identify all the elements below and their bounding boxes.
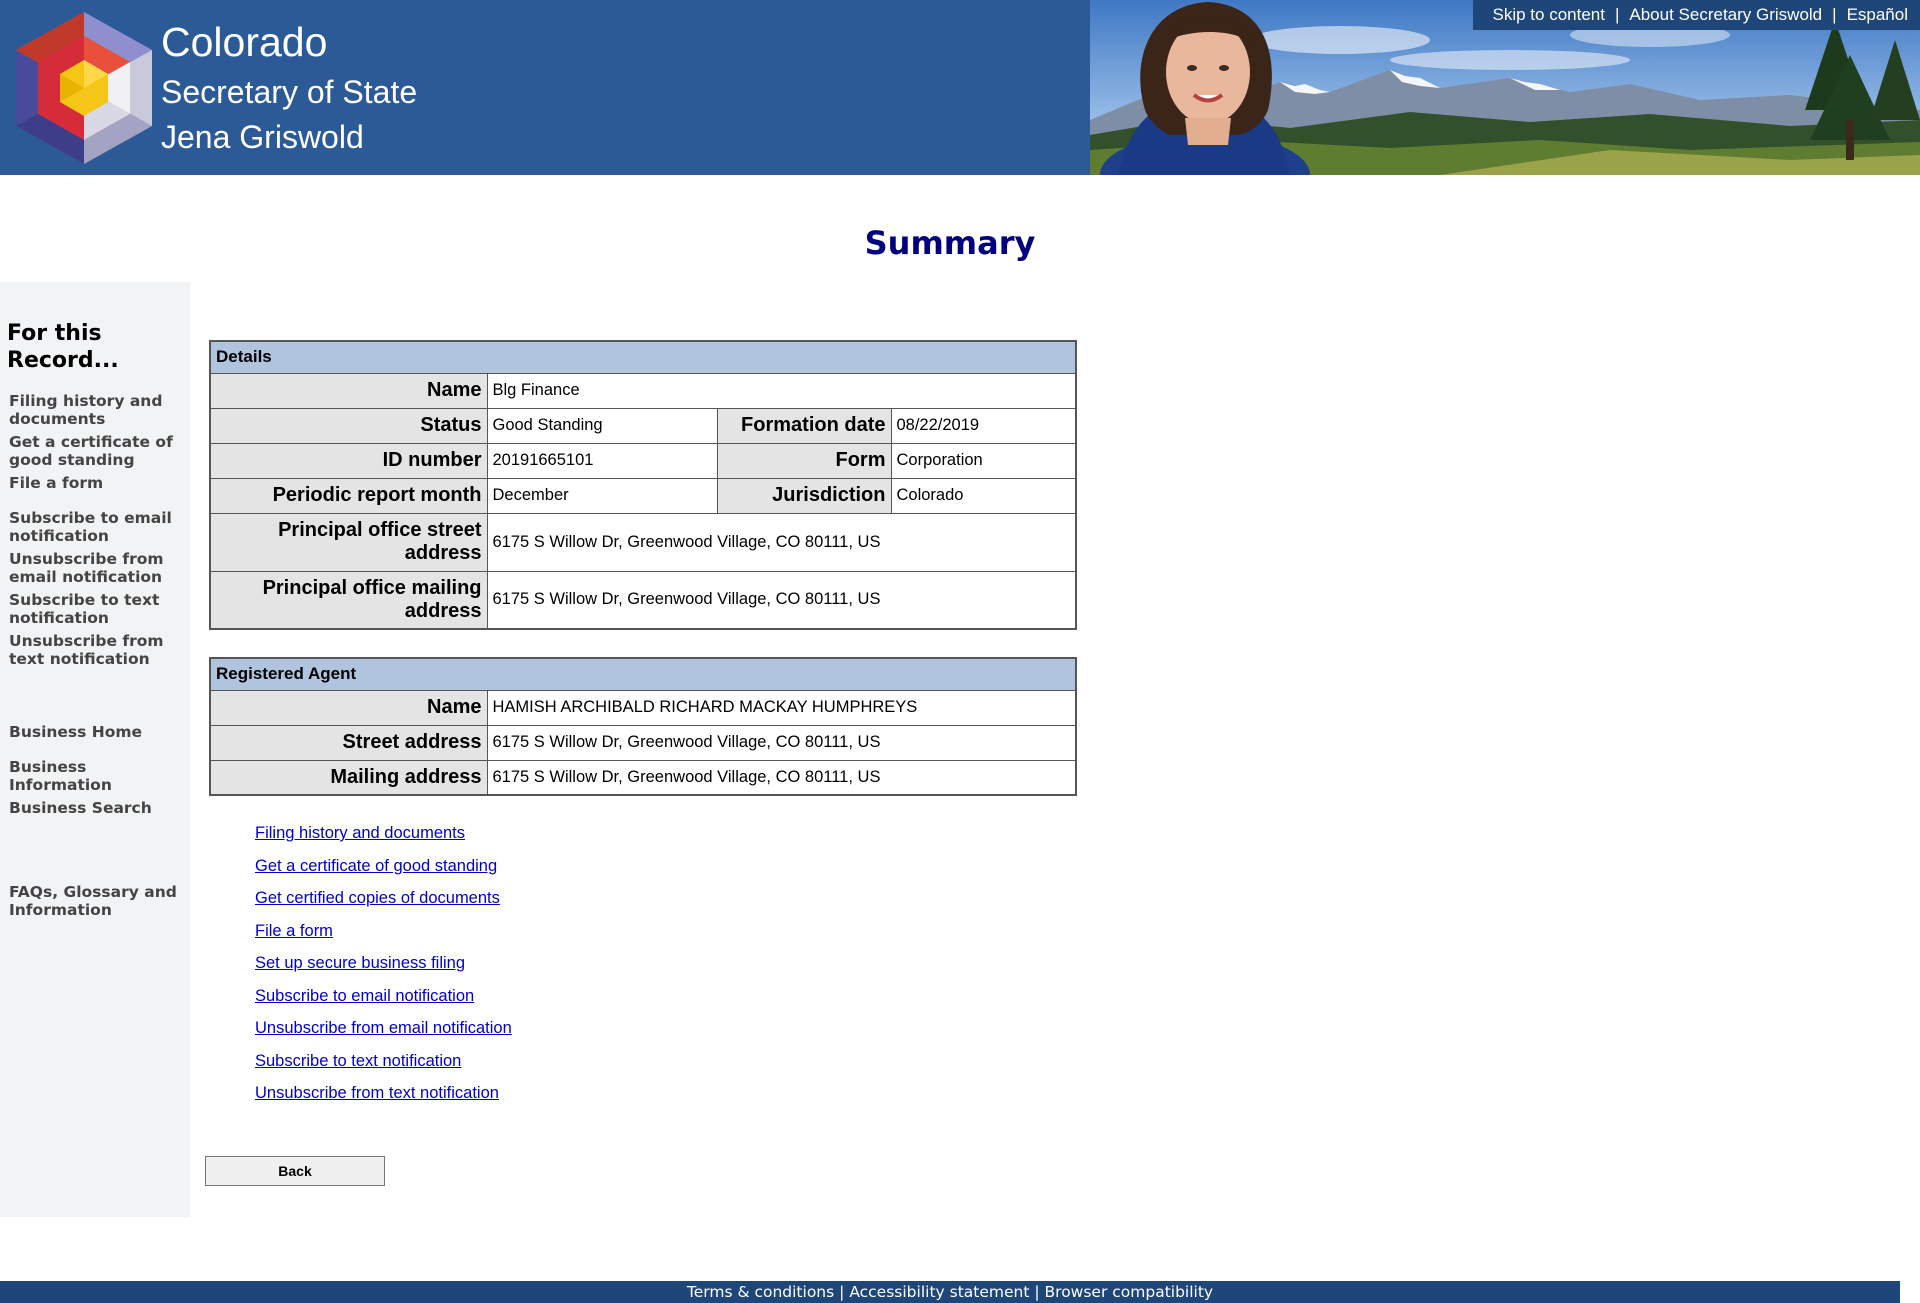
status-label: Status: [210, 408, 487, 443]
principal-street-label: Principal office street address: [210, 513, 487, 571]
footer-separator: |: [839, 1283, 845, 1301]
page-title: Summary: [864, 224, 1036, 262]
sidebar-item-business-home[interactable]: Business Home: [9, 723, 143, 741]
top-nav: [1473, 0, 1920, 30]
file-form-link[interactable]: File a form: [255, 921, 333, 940]
espanol-link[interactable]: Español: [1846, 5, 1908, 24]
footer-separator: |: [1034, 1283, 1040, 1301]
formation-date-value: 08/22/2019: [891, 408, 1076, 443]
unsubscribe-email-link[interactable]: Unsubscribe from email notification: [255, 1019, 512, 1037]
sidebar-item-faqs[interactable]: FAQs, Glossary and Information: [9, 883, 177, 919]
jurisdiction-label: Jurisdiction: [717, 478, 891, 513]
brand-official: Jena Griswold: [161, 119, 364, 155]
browser-compatibility-link[interactable]: Browser compatibility: [1044, 1283, 1214, 1301]
sidebar: [0, 282, 190, 1217]
site-header: [0, 0, 1920, 175]
agent-name-value: HAMISH ARCHIBALD RICHARD MACKAY HUMPHREYS: [487, 690, 1076, 725]
sidebar-item-business-information[interactable]: Business Information: [9, 758, 112, 794]
sidebar-item-subscribe-text[interactable]: Subscribe to text notification: [9, 591, 160, 627]
brand-state: Colorado: [161, 19, 328, 65]
subscribe-email-link[interactable]: Subscribe to email notification: [255, 986, 475, 1005]
registered-agent-table: [209, 657, 1077, 796]
unsubscribe-text-link[interactable]: Unsubscribe from text notification: [255, 1084, 499, 1102]
principal-mailing-label: Principal office mailing address: [210, 571, 487, 629]
sidebar-item-filing-history[interactable]: Filing history and documents: [9, 392, 163, 428]
skip-to-content-link[interactable]: Skip to content: [1492, 5, 1605, 24]
agent-mailing-value: 6175 S Willow Dr, Greenwood Village, CO 80111, US: [487, 760, 1076, 795]
form-value: Corporation: [891, 443, 1076, 478]
details-table: [209, 340, 1077, 630]
status-value: Good Standing: [487, 408, 717, 443]
jurisdiction-value: Colorado: [891, 478, 1076, 513]
name-value: Blg Finance: [487, 373, 1076, 408]
sidebar-item-file-form[interactable]: File a form: [9, 474, 104, 492]
certificate-good-standing-link[interactable]: Get a certificate of good standing: [255, 856, 498, 875]
sidebar-item-unsubscribe-text[interactable]: Unsubscribe from text notification: [9, 632, 164, 668]
form-label: Form: [717, 443, 891, 478]
formation-date-label: Formation date: [717, 408, 891, 443]
details-section-header: Details: [210, 341, 1076, 373]
name-label: Name: [210, 373, 487, 408]
site-footer: [0, 1281, 1900, 1303]
sidebar-heading: For this Record...: [7, 321, 119, 373]
terms-link[interactable]: Terms & conditions: [686, 1283, 835, 1301]
top-nav-separator: |: [1832, 5, 1837, 24]
back-button[interactable]: Back: [205, 1156, 385, 1186]
accessibility-link[interactable]: Accessibility statement: [849, 1283, 1030, 1301]
agent-section-header: Registered Agent: [210, 658, 1076, 690]
agent-street-label: Street address: [210, 725, 487, 760]
subscribe-text-link[interactable]: Subscribe to text notification: [255, 1051, 462, 1070]
agent-name-label: Name: [210, 690, 487, 725]
certified-copies-link[interactable]: Get certified copies of documents: [255, 889, 500, 907]
periodic-report-label: Periodic report month: [210, 478, 487, 513]
filing-history-link[interactable]: Filing history and documents: [255, 824, 466, 842]
top-nav-separator: |: [1614, 5, 1620, 24]
periodic-report-value: December: [487, 478, 717, 513]
principal-mailing-value: 6175 S Willow Dr, Greenwood Village, CO 80111, US: [487, 571, 1076, 629]
sidebar-item-subscribe-email[interactable]: Subscribe to email notification: [9, 509, 172, 545]
principal-street-value: 6175 S Willow Dr, Greenwood Village, CO 80111, US: [487, 513, 1076, 571]
brand-office: Secretary of State: [161, 74, 418, 110]
sidebar-item-certificate[interactable]: Get a certificate of good standing: [9, 433, 173, 469]
agent-mailing-label: Mailing address: [210, 760, 487, 795]
id-number-label: ID number: [210, 443, 487, 478]
secure-business-filing-link[interactable]: Set up secure business filing: [255, 954, 466, 972]
colorado-logo-icon[interactable]: [6, 10, 162, 166]
sidebar-item-business-search[interactable]: Business Search: [9, 799, 152, 817]
agent-street-value: 6175 S Willow Dr, Greenwood Village, CO 80111, US: [487, 725, 1076, 760]
about-secretary-link[interactable]: About Secretary Griswold: [1629, 5, 1823, 24]
id-number-value: 20191665101: [487, 443, 717, 478]
record-links: [255, 817, 512, 1110]
brand-title[interactable]: [161, 16, 417, 158]
sidebar-item-unsubscribe-email[interactable]: Unsubscribe from email notification: [9, 550, 164, 586]
